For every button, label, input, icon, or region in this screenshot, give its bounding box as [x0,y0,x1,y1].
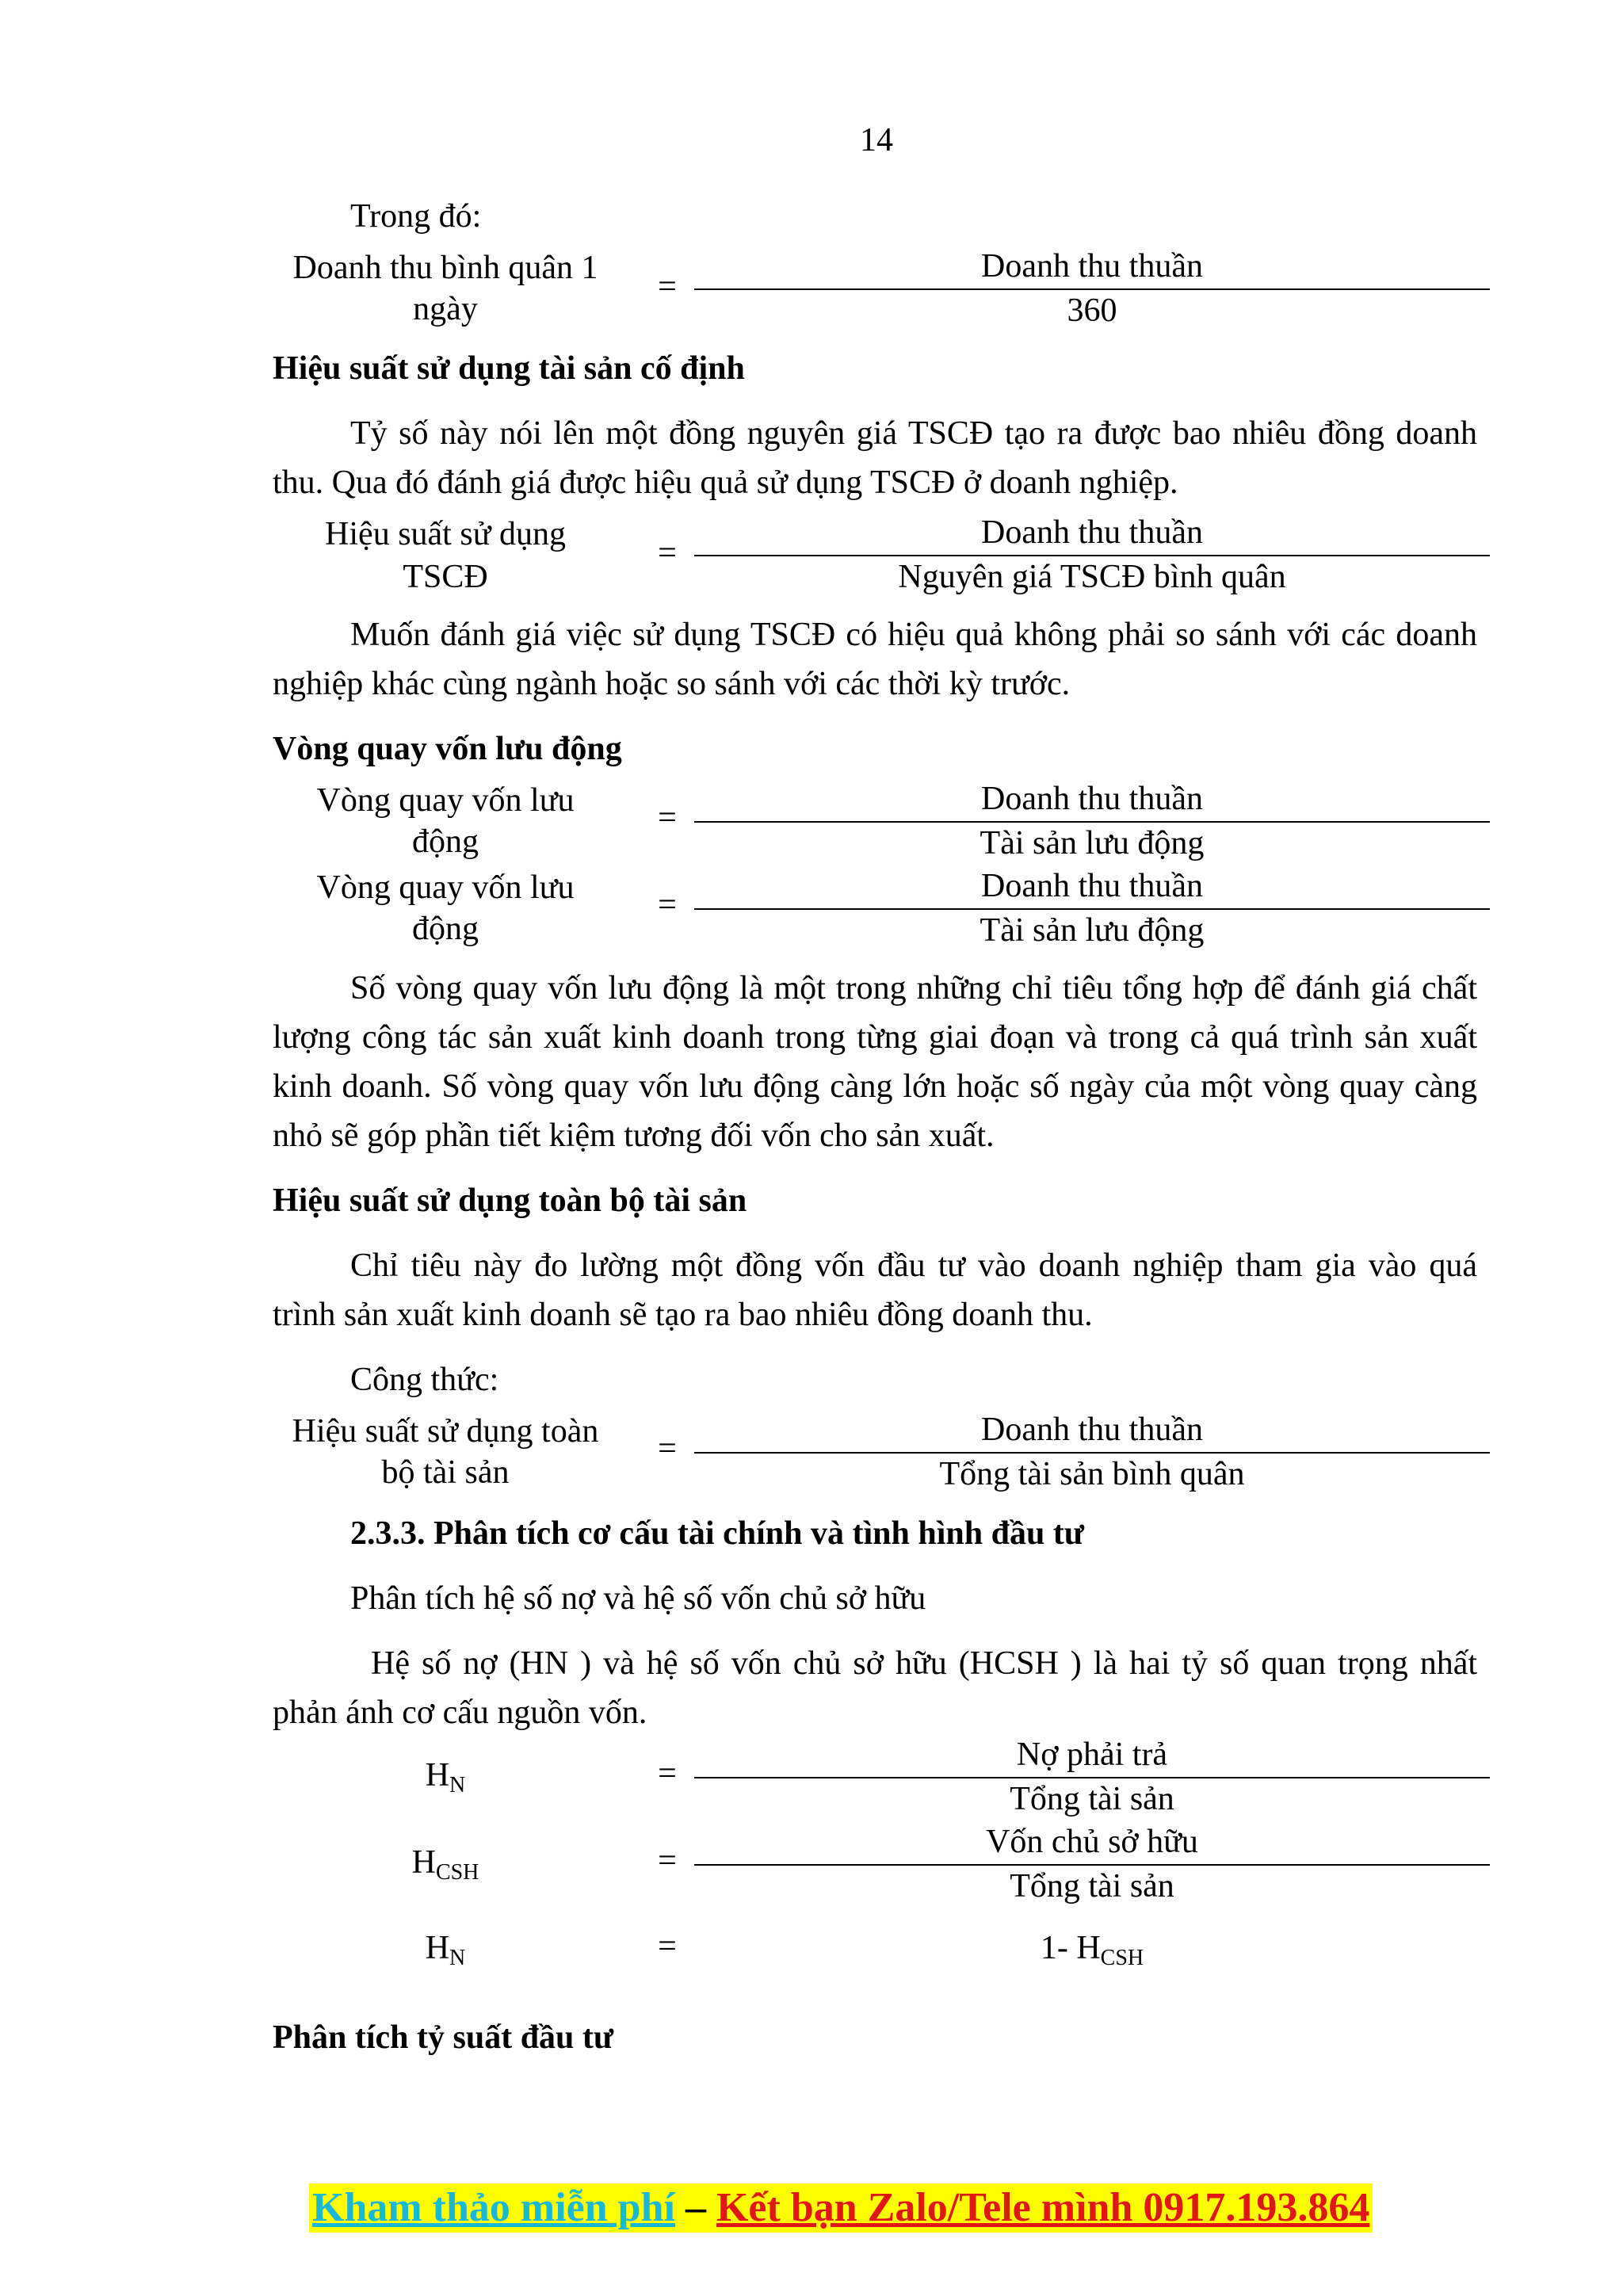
formula-lhs-line1: Hiệu suất sử dụng toàn [292,1413,599,1450]
equals-sign: = [658,887,677,923]
paragraph-total-assets: Chỉ tiêu này đo lường một đồng vốn đầu tư vào doanh nghiệp tham gia vào quá trình sản xuất kinh doanh sẽ tạo ra bao nhiêu đồng doanh thu. [273,1247,1477,1333]
equals-sign: = [658,1843,677,1879]
heading-fixed-asset-efficiency: Hiệu suất sử dụng tài sản cố định [273,350,745,387]
formula-denominator: 360 [1067,292,1117,329]
equals-sign: = [658,1431,677,1467]
symbol-h: H [425,1757,450,1794]
paragraph-fixed-asset: Tỷ số này nói lên một đồng nguyên giá TSCĐ tạo ra được bao nhiêu đồng doanh thu. Qua đó đánh giá được hiệu quả sử dụng TSCĐ ở doanh nghiệp. [273,415,1477,501]
equals-sign: = [658,535,677,571]
equals-sign: = [658,800,677,836]
subscript-csh: CSH [1100,1946,1144,1970]
heading-working-capital-turnover: Vòng quay vốn lưu động [273,731,622,767]
formula-lhs-line2: động [412,823,479,860]
subscript-n: N [449,1773,466,1797]
formula-lhs-line1: Vòng quay vốn lưu [316,782,575,819]
formula-lhs-line2: TSCĐ [403,559,488,595]
page-number: 14 [860,122,893,159]
symbol-h: H [411,1844,436,1881]
heading-investment-ratio: Phân tích tỷ suất đầu tư [273,2019,614,2056]
promo-link-contact[interactable]: Kết bạn Zalo/Tele mình 0917.193.864 [716,2185,1370,2230]
formula-numerator: Vốn chủ sở hữu [986,1824,1198,1860]
subscript-csh: CSH [435,1860,479,1885]
symbol-h: H [425,1930,450,1966]
promo-link-free-reference[interactable]: Kham thảo miễn phí [312,2185,675,2230]
promo-banner [309,2183,1373,2233]
equals-sign: = [658,1928,677,1965]
paragraph-fixed-asset-comparison: Muốn đánh giá việc sử dụng TSCĐ có hiệu quả không phải so sánh với các doanh nghiệp khác cùng ngành hoặc so sánh với các thời kỳ trước. [273,617,1477,702]
formula-numerator: Doanh thu thuần [981,514,1203,551]
formula-denominator: Tổng tài sản bình quân [939,1456,1245,1492]
formula-lhs-line2: động [412,911,479,947]
equals-sign: = [658,1755,677,1792]
formula-numerator: Doanh thu thuần [981,248,1203,285]
promo-separator: – [674,2185,716,2230]
formula-numerator: Doanh thu thuần [981,781,1203,817]
heading-total-asset-efficiency: Hiệu suất sử dụng toàn bộ tài sản [273,1182,747,1219]
formula-lhs-line1: Doanh thu bình quân 1 [292,250,598,286]
formula-lhs [271,1927,620,1969]
formula-denominator: Tổng tài sản [1010,1868,1174,1904]
rhs-expression: 1- H [1040,1930,1101,1966]
heading-2-3-3: 2.3.3. Phân tích cơ cấu tài chính và tình hình đầu tư [350,1515,1084,1552]
formula-denominator: Tài sản lưu động [980,912,1205,949]
formula-lhs-line2: ngày [413,291,478,327]
intro-label: Trong đó: [350,198,482,235]
formula-denominator: Tài sản lưu động [980,825,1205,861]
formula-lhs-line1: Hiệu suất sử dụng [325,516,566,552]
formula-numerator: Doanh thu thuần [981,868,1203,904]
paragraph-working-capital: Số vòng quay vốn lưu động là một trong những chỉ tiêu tổng hợp để đánh giá chất lượng công tác sản xuất kinh doanh trong từng giai đoạn và trong cả quá trình sản xuất kinh doanh. Số vòng quay vốn lưu động càng lớn hoặc số ngày của một vòng quay càng nhỏ sẽ góp phần tiết kiệm tương đối vốn cho sản xuất. [273,970,1477,1154]
formula-lhs-line2: bộ tài sản [381,1454,510,1491]
subheading-debt-equity: Phân tích hệ số nợ và hệ số vốn chủ sở hữu [350,1580,926,1617]
formula-numerator: Nợ phải trả [1016,1736,1168,1773]
formula-lhs [271,1842,620,1883]
formula-numerator: Doanh thu thuần [981,1412,1203,1448]
formula-lhs-line1: Vòng quay vốn lưu [316,869,575,906]
formula-denominator: Tổng tài sản [1010,1781,1174,1817]
formula-rhs [694,1927,1490,1969]
formula-lhs [271,1755,620,1796]
formula-denominator: Nguyên giá TSCĐ bình quân [898,559,1286,595]
formula-label: Công thức: [350,1362,499,1398]
subscript-n: N [449,1946,466,1970]
paragraph-debt-equity: Hệ số nợ (HN ) và hệ số vốn chủ sở hữu (HCSH ) là hai tỷ số quan trọng nhất phản ánh cơ cấu nguồn vốn. [273,1645,1477,1731]
equals-sign: = [658,269,677,305]
